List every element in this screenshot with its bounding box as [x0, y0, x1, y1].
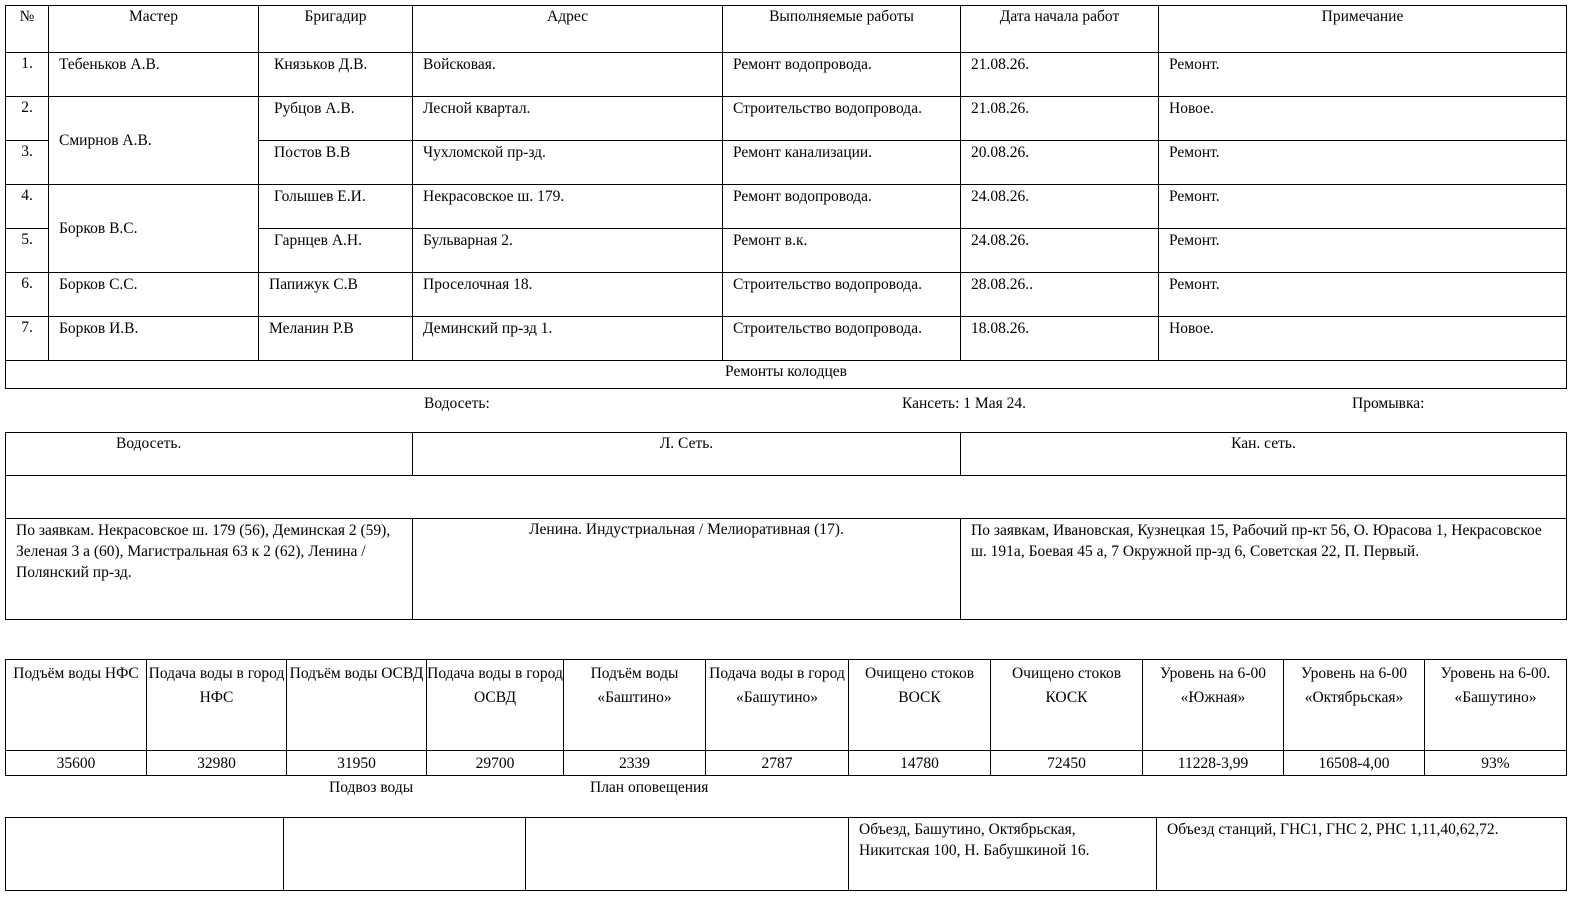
header-date: Дата начала работ: [961, 6, 1159, 53]
row-address: Некрасовское ш. 179.: [413, 185, 723, 229]
stats-header: Очищено стоков ВОСК: [849, 660, 991, 751]
row-note: Новое.: [1159, 97, 1567, 141]
row-note: Ремонт.: [1159, 273, 1567, 317]
network-header-kanset: Кан. сеть.: [961, 433, 1567, 476]
row-address: Чухломской пр-зд.: [413, 141, 723, 185]
row-brigadier: Постов В.В: [259, 141, 413, 185]
stats-value: 29700: [427, 751, 564, 776]
stats-header: Подъём воды ОСВД: [287, 660, 427, 751]
bottom-cell: [284, 818, 526, 891]
stats-header: Очищено стоков КОСК: [991, 660, 1143, 751]
stats-values-row: [6, 751, 1567, 776]
bottom-cell-stations: Объезд станций, ГНС1, ГНС 2, РНС 1,11,40,62,72.: [1157, 818, 1567, 891]
network-cell-kanset: По заявкам, Ивановская, Кузнецкая 15, Рабочий пр-кт 56, О. Юрасова 1, Некрасовское ш. 191а, Боевая 45 а, 7 Окружной пр-зд 6, Советская 22, П. Первый.: [961, 519, 1567, 620]
stats-value: 32980: [147, 751, 287, 776]
row-brigadier: Рубцов А.В.: [259, 97, 413, 141]
row-date: 28.08.26..: [961, 273, 1159, 317]
bottom-cell: [6, 818, 284, 891]
row-brigadier: Голышев Е.И.: [259, 185, 413, 229]
row-master: Тебеньков А.В.: [49, 53, 259, 97]
table-row: [6, 53, 1567, 97]
stats-header: Уровень на 6-00 «Южная»: [1143, 660, 1284, 751]
stats-value: 11228-3,99: [1143, 751, 1284, 776]
row-num: 4.: [6, 185, 49, 229]
row-note: Ремонт.: [1159, 141, 1567, 185]
row-note: Ремонт.: [1159, 229, 1567, 273]
stats-header: Подача воды в город «Башутино»: [706, 660, 849, 751]
row-brigadier: Папижук С.В: [259, 273, 413, 317]
row-master: Смирнов А.В.: [49, 97, 259, 185]
row-master: Борков С.С.: [49, 273, 259, 317]
table-row: [6, 273, 1567, 317]
stats-header-row: [6, 660, 1567, 751]
stats-header: Уровень на 6-00. «Башутино»: [1425, 660, 1567, 751]
stats-header: Уровень на 6-00 «Октябрьская»: [1284, 660, 1425, 751]
row-num: 6.: [6, 273, 49, 317]
header-brigadier: Бригадир: [259, 6, 413, 53]
row-note: Ремонт.: [1159, 53, 1567, 97]
header-note: Примечание: [1159, 6, 1567, 53]
row-date: 21.08.26.: [961, 53, 1159, 97]
network-table: [5, 432, 1567, 620]
stats-value: 72450: [991, 751, 1143, 776]
stats-value: 31950: [287, 751, 427, 776]
network-content-row: [6, 519, 1567, 620]
row-date: 24.08.26.: [961, 185, 1159, 229]
row-num: 2.: [6, 97, 49, 141]
network-cell-vodoset: По заявкам. Некрасовское ш. 179 (56), Деминская 2 (59), Зеленая 3 а (60), Магистральная 63 к 2 (62), Ленина / Полянский пр-зд.: [6, 519, 413, 620]
water-stats-table: [5, 659, 1567, 776]
row-work: Строительство водопровода.: [723, 273, 961, 317]
row-work: Ремонт водопровода.: [723, 53, 961, 97]
row-address: Лесной квартал.: [413, 97, 723, 141]
row-work: Строительство водопровода.: [723, 97, 961, 141]
row-brigadier: Меланин Р.В: [259, 317, 413, 361]
row-brigadier: Гарнцев А.Н.: [259, 229, 413, 273]
row-date: 24.08.26.: [961, 229, 1159, 273]
header-master: Мастер: [49, 6, 259, 53]
row-work: Ремонт канализации.: [723, 141, 961, 185]
row-num: 1.: [6, 53, 49, 97]
table-header-row: [6, 6, 1567, 53]
network-header-lset: Л. Сеть.: [413, 433, 961, 476]
row-num: 7.: [6, 317, 49, 361]
header-address: Адрес: [413, 6, 723, 53]
stats-header: Подъём воды НФС: [6, 660, 147, 751]
stats-value: 93%: [1425, 751, 1567, 776]
stats-value: 14780: [849, 751, 991, 776]
row-work: Строительство водопровода.: [723, 317, 961, 361]
table-row: [6, 317, 1567, 361]
table-row: [6, 97, 1567, 141]
row-work: Ремонт водопровода.: [723, 185, 961, 229]
header-num: №: [6, 6, 49, 53]
bottom-cell: [526, 818, 849, 891]
row-note: Новое.: [1159, 317, 1567, 361]
stats-header: Подача воды в город НФС: [147, 660, 287, 751]
header-work: Выполняемые работы: [723, 6, 961, 53]
plan-label: План оповещения: [590, 779, 709, 796]
vodoset-label: Водосеть:: [424, 395, 490, 412]
bottom-row: [6, 818, 1567, 891]
row-address: Войсковая.: [413, 53, 723, 97]
row-master: Борков В.С.: [49, 185, 259, 273]
table-footer-row: [6, 361, 1567, 389]
row-master: Борков И.В.: [49, 317, 259, 361]
network-header-row: [6, 433, 1567, 476]
table-row: [6, 185, 1567, 229]
stats-value: 2339: [564, 751, 706, 776]
kanset-label: Кансеть: 1 Мая 24.: [902, 395, 1026, 412]
row-num: 3.: [6, 141, 49, 185]
bottom-cell-route: Объезд, Башутино, Октябрьская, Никитская 100, Н. Бабушкиной 16.: [849, 818, 1157, 891]
network-header-vodoset: Водосеть.: [6, 433, 413, 476]
row-address: Бульварная 2.: [413, 229, 723, 273]
row-address: Деминский пр-зд 1.: [413, 317, 723, 361]
stats-header: Подъём воды «Баштино»: [564, 660, 706, 751]
bottom-table: [5, 817, 1567, 891]
stats-value: 2787: [706, 751, 849, 776]
stats-value: 35600: [6, 751, 147, 776]
promyvka-label: Промывка:: [1352, 395, 1425, 412]
row-date: 18.08.26.: [961, 317, 1159, 361]
row-address: Проселочная 18.: [413, 273, 723, 317]
network-empty-row: [6, 476, 1567, 519]
row-date: 20.08.26.: [961, 141, 1159, 185]
row-work: Ремонт в.к.: [723, 229, 961, 273]
row-num: 5.: [6, 229, 49, 273]
row-note: Ремонт.: [1159, 185, 1567, 229]
row-date: 21.08.26.: [961, 97, 1159, 141]
stats-value: 16508-4,00: [1284, 751, 1425, 776]
podvoz-label: Подвоз воды: [329, 779, 414, 796]
well-repairs-title: Ремонты колодцев: [6, 361, 1567, 389]
work-orders-table: [5, 5, 1567, 389]
stats-header: Подача воды в город ОСВД: [427, 660, 564, 751]
row-brigadier: Князьков Д.В.: [259, 53, 413, 97]
network-cell-lset: Ленина. Индустриальная / Мелиоративная (17).: [413, 519, 961, 620]
empty-cell: [6, 476, 1567, 519]
